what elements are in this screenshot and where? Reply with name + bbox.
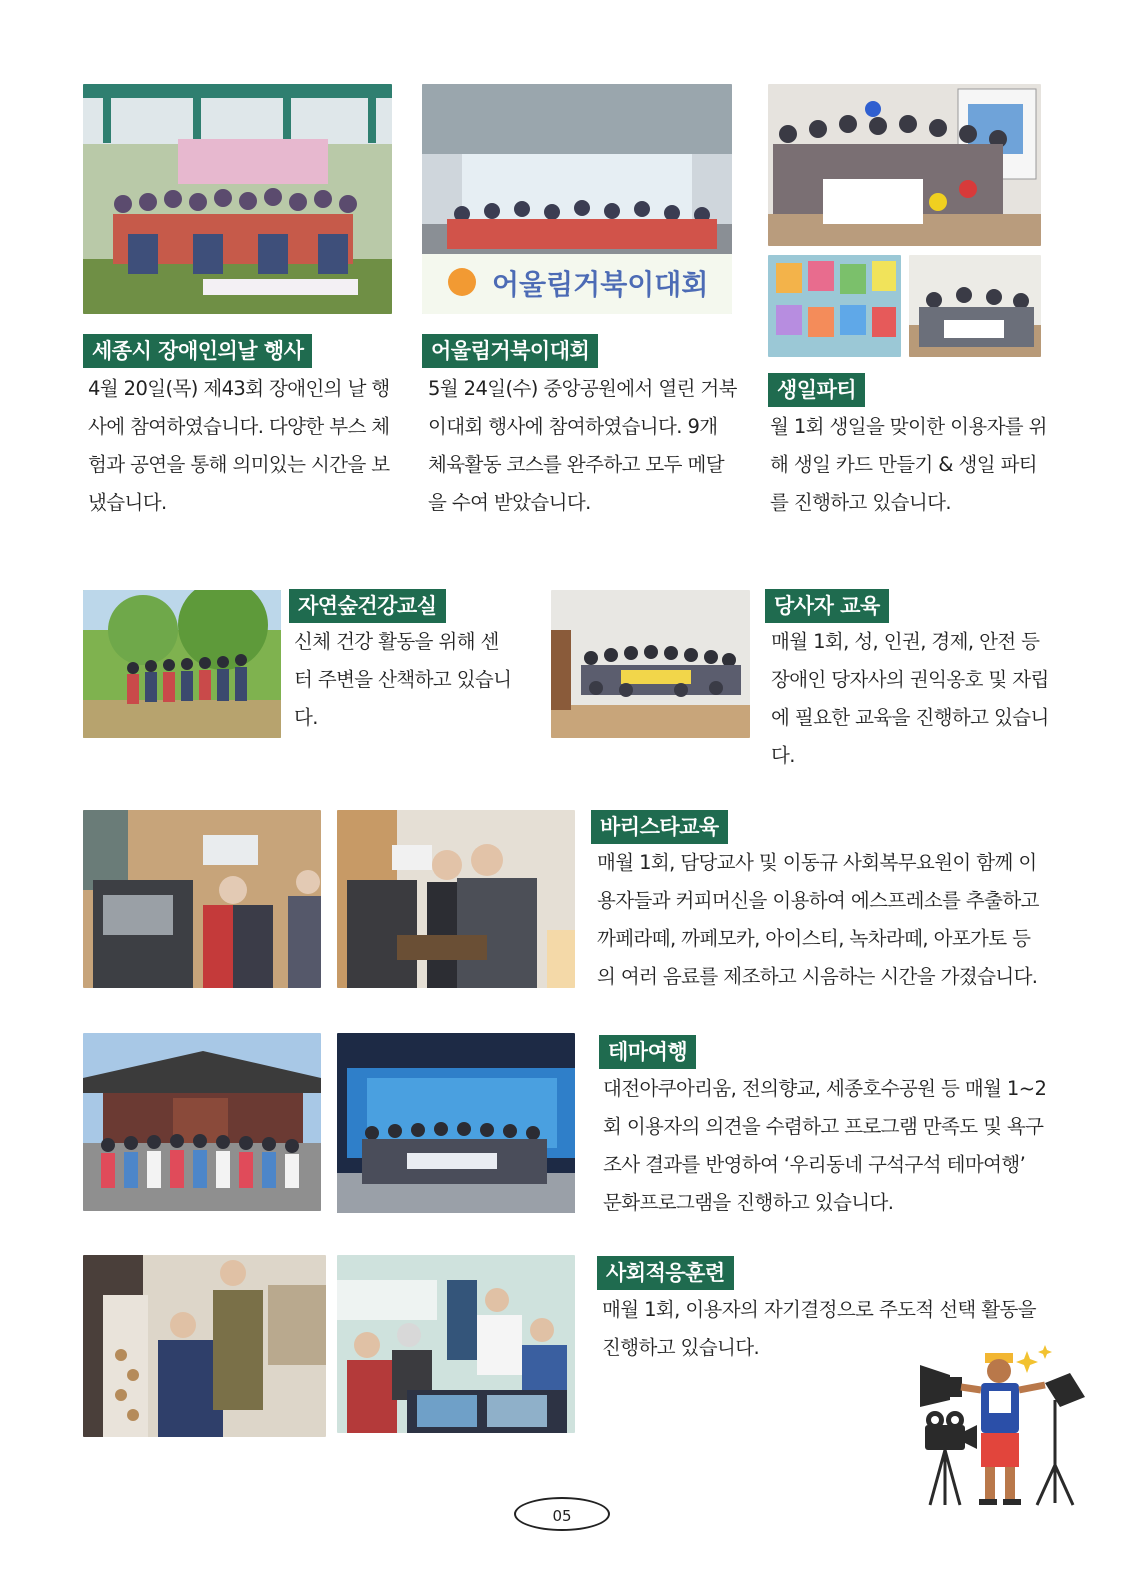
tag-birthday-party: 생일파티 <box>768 373 865 407</box>
photo-sejong-disability-day <box>83 84 392 314</box>
tag-barista-education: 바리스타교육 <box>591 810 728 844</box>
text-birthday-party: 월 1회 생일을 맞이한 이용자를 위해 생일 카드 만들기 & 생일 파티를 진행하고 있습니다. <box>770 415 1047 514</box>
text-self-advocacy-education: 매월 1회, 성, 인권, 경제, 안전 등 장애인 당자사의 권익옹호 및 자립에 필요한 교육을 진행하고 있습니다. <box>771 630 1049 767</box>
photo-theme-travel-aquarium <box>337 1033 575 1213</box>
photo-forest-walk <box>83 590 281 738</box>
tag-theme-travel: 테마여행 <box>599 1035 696 1069</box>
film-crew-illustration-icon <box>905 1345 1095 1510</box>
page-number: 05 <box>514 1497 610 1531</box>
photo-social-training-1 <box>83 1255 326 1437</box>
tag-social-adaptation-training: 사회적응훈련 <box>597 1256 734 1290</box>
text-sejong-disability-day: 4월 20일(목) 제43회 장애인의 날 행사에 참여하였습니다. 다양한 부스 체험과 공연을 통해 의미있는 시간을 보냈습니다. <box>88 377 390 514</box>
photo-birthday-table <box>909 255 1041 357</box>
text-social-adaptation-training: 매월 1회, 이용자의 자기결정으로 주도적 선택 활동을 진행하고 있습니다. <box>602 1298 1036 1359</box>
photo-self-advocacy-class <box>551 590 750 738</box>
text-turtle-race: 5월 24일(수) 중앙공원에서 열린 거북이대회 행사에 참여하였습니다. 9개 체육활동 코스를 완주하고 모두 메달을 수여 받았습니다. <box>428 377 737 514</box>
text-barista-education: 매월 1회, 담당교사 및 이동규 사회복무요원이 함께 이용자들과 커피머신을 이용하여 에스프레소를 추출하고 까페라떼, 까페모카, 아이스티, 녹차라떼, 아포가토 등의 여러 음료를 제조하고 시음하는 시간을 가졌습니다. <box>597 851 1039 988</box>
tag-turtle-race: 어울림거북이대회 <box>422 334 598 368</box>
tag-forest-health-class: 자연숲건강교실 <box>289 589 446 623</box>
photo-barista-1 <box>83 810 321 988</box>
photo-theme-travel-1 <box>83 1033 321 1211</box>
photo-birthday-cards <box>768 255 901 357</box>
photo-turtle-banner: 어울림거북이대회 <box>492 268 709 301</box>
text-theme-travel: 대전아쿠아리움, 전의향교, 세종호수공원 등 매월 1~2회 이용자의 의견을 수렴하고 프로그램 만족도 및 욕구조사 결과를 반영하여 ‘우리동네 구석구석 테마여행’ 문화프로그램을 진행하고 있습니다. <box>603 1077 1047 1214</box>
text-forest-health-class: 신체 건강 활동을 위해 센터 주변을 산책하고 있습니다. <box>294 630 512 729</box>
photo-barista-2 <box>337 810 575 988</box>
tag-sejong-disability-day: 세종시 장애인의날 행사 <box>83 334 312 368</box>
photo-social-training-2 <box>337 1255 575 1433</box>
photo-turtle-race <box>422 84 732 314</box>
tag-self-advocacy-education: 당사자 교육 <box>765 589 889 623</box>
photo-birthday-party-main <box>768 84 1041 246</box>
